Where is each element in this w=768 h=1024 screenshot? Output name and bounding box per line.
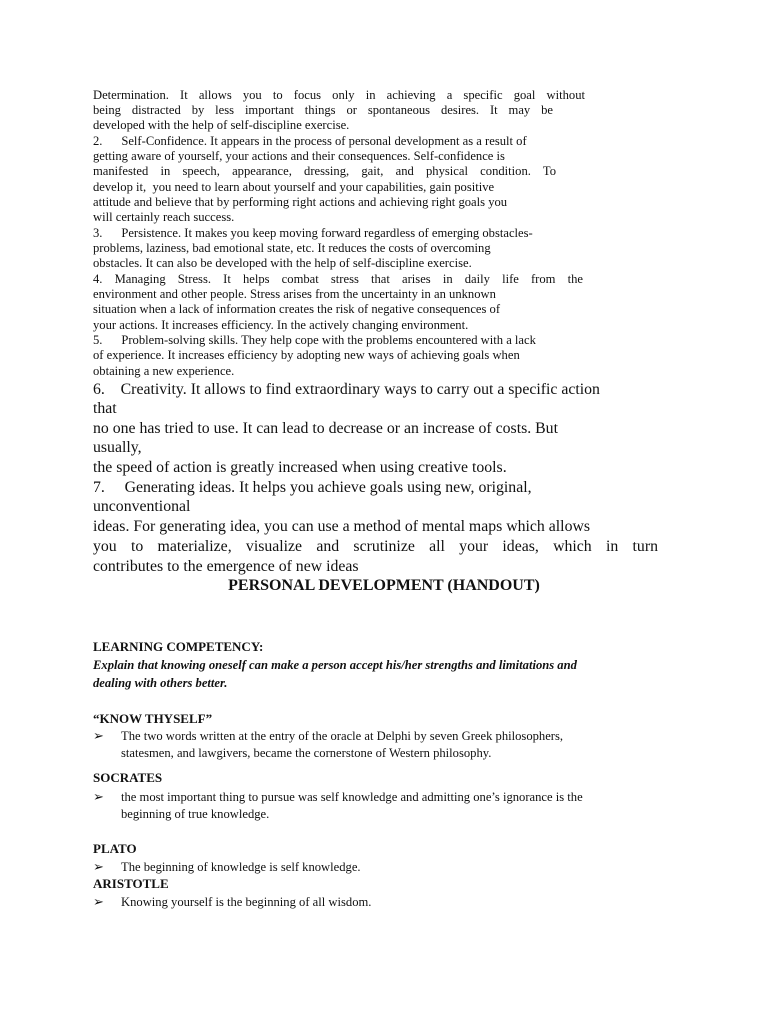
bullet-text-line: statesmen, and lawgivers, became the cornerstone of Western philosophy. (121, 746, 492, 760)
learning-competency-heading: LEARNING COMPETENCY: (93, 639, 264, 654)
bullet-text-line: Knowing yourself is the beginning of all wisdom. (121, 895, 372, 909)
arrow-bullet-icon: ➢ (93, 789, 104, 804)
paragraph-line: that (93, 400, 117, 417)
paragraph-line: contributes to the emergence of new ideas (93, 558, 359, 575)
paragraph-line: getting aware of yourself, your actions and their consequences. Self-confidence is (93, 149, 505, 163)
paragraph-line: manifested in speech, appearance, dressing, gait, and physical condition. To (93, 164, 556, 178)
paragraph-line: of experience. It increases efficiency by adopting new ways of achieving goals when (93, 348, 520, 362)
paragraph-line: 3. Persistence. It makes you keep moving forward regardless of emerging obstacles- (93, 226, 533, 240)
paragraph-line: environment and other people. Stress arises from the uncertainty in an unknown (93, 287, 496, 301)
bullet-text-line: the most important thing to pursue was self knowledge and admitting one’s ignorance is the (121, 790, 583, 804)
paragraph-line: situation when a lack of information creates the risk of negative consequences of (93, 302, 501, 316)
paragraph-line: your actions. It increases efficiency. In the actively changing environment. (93, 318, 469, 332)
paragraph-line: ideas. For generating idea, you can use a method of mental maps which allows (93, 518, 591, 535)
plato-heading: PLATO (93, 841, 137, 856)
paragraph-line: Determination. It allows you to focus only in achieving a specific goal without (93, 88, 585, 102)
bullet-text-line: The beginning of knowledge is self knowledge. (121, 860, 361, 874)
competency-text-line: dealing with others better. (93, 676, 228, 690)
paragraph-line: the speed of action is greatly increased when using creative tools. (93, 459, 507, 476)
paragraph-line: will certainly reach success. (93, 210, 235, 224)
paragraph-line: obstacles. It can also be developed with the help of self-discipline exercise. (93, 256, 472, 270)
paragraph-line: 7. Generating ideas. It helps you achieve goals using new, original, (93, 479, 532, 496)
bullet-text-line: beginning of true knowledge. (121, 807, 270, 821)
paragraph-line: problems, laziness, bad emotional state, etc. It reduces the costs of overcoming (93, 241, 491, 255)
paragraph-line: 4. Managing Stress. It helps combat stress that arises in daily life from the (93, 272, 583, 286)
arrow-bullet-icon: ➢ (93, 859, 104, 874)
competency-text-line: Explain that knowing oneself can make a person accept his/her strengths and limitations and (93, 658, 577, 672)
paragraph-line: no one has tried to use. It can lead to decrease or an increase of costs. But (93, 420, 558, 437)
paragraph-line: usually, (93, 439, 142, 456)
aristotle-heading: ARISTOTLE (93, 876, 169, 891)
paragraph-line: obtaining a new experience. (93, 364, 235, 378)
paragraph-line: attitude and believe that by performing right actions and achieving right goals you (93, 195, 508, 209)
paragraph-line: unconventional (93, 498, 191, 515)
arrow-bullet-icon: ➢ (93, 728, 104, 743)
bullet-text-line: The two words written at the entry of the oracle at Delphi by seven Greek philosophers, (121, 729, 564, 743)
paragraph-line: 5. Problem-solving skills. They help cope with the problems encountered with a lack (93, 333, 536, 347)
paragraph-line: 6. Creativity. It allows to find extraordinary ways to carry out a specific action (93, 381, 600, 398)
paragraph-line: 2. Self-Confidence. It appears in the process of personal development as a result of (93, 134, 527, 148)
paragraph-line: you to materialize, visualize and scrutinize all your ideas, which in turn (93, 538, 658, 555)
socrates-heading: SOCRATES (93, 770, 163, 785)
paragraph-line: develop it, you need to learn about yourself and your capabilities, gain positive (93, 180, 495, 194)
arrow-bullet-icon: ➢ (93, 894, 104, 909)
know-thyself-heading: “KNOW THYSELF” (93, 711, 213, 726)
paragraph-line: being distracted by less important things or spontaneous desires. It may be (93, 103, 553, 117)
paragraph-line: developed with the help of self-discipline exercise. (93, 118, 350, 132)
page-title: PERSONAL DEVELOPMENT (HANDOUT) (228, 577, 540, 594)
